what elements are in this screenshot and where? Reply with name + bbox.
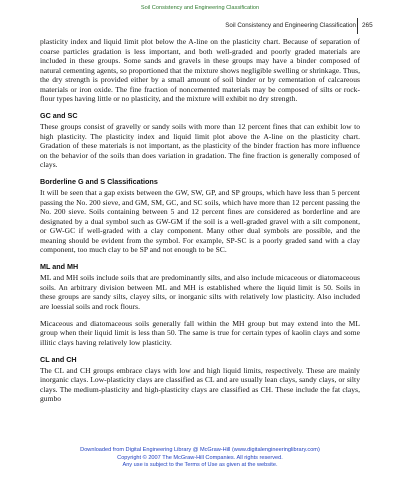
footer-copyright: Copyright © 2007 The McGraw-Hill Companies. All rights reserved.	[117, 454, 283, 461]
section-heading-borderline: Borderline G and S Classifications	[40, 177, 158, 186]
paragraph-ml-mh-2: Micaceous and diatomaceous soils generally fall within the MH group but may extend into the ML group when their liquid limit is less than 50. The same is true for certain types of kaolin clays and some illitic clays having relatively low plasticity.	[40, 318, 360, 347]
header-divider	[357, 18, 358, 34]
intro-paragraph: plasticity index and liquid limit plot below the A-line on the plasticity chart. Because of separation of coarse particles gradation is less important, and both well-graded and poorly graded materials are included in these groups. Some sands and gravels in these groups may have a binder composed of natural cementing agents, so proportioned that the mixture shows negligible swelling or shrinkage. Thus, the dry strength is provided either by a small amount of soil binder or by cementation of calcareous materials or iron oxide. The fine fraction of noncemented materials may be composed of silts or rock-flour types having little or no plasticity, and the mixture will exhibit no dry strength.	[40, 37, 360, 103]
paragraph-ml-mh-1: ML and MH soils include soils that are predominantly silts, and also include micaceous or diatomaceous soils. An arbitrary division between ML and MH is established where the liquid limit is 50. Soils in these groups are sandy silts, clayey silts, or inorganic silts with relatively low plasticity. Also included are loessial soils and rock flours.	[40, 273, 360, 311]
section-heading-gc-sc: GC and SC	[40, 111, 78, 120]
running-head: Soil Consistency and Engineering Classification	[225, 22, 356, 29]
section-heading-cl-ch: CL and CH	[40, 354, 77, 364]
footer-terms-link[interactable]: Any use is subject to the Terms of Use as given at the website.	[122, 462, 278, 468]
footer-download-link[interactable]: Downloaded from Digital Engineering Library @ McGraw-Hill (www.digitalengineeringlibrary.com)	[80, 447, 320, 453]
top-chapter-link[interactable]: Soil Consistency and Engineering Classification	[140, 5, 260, 11]
text-column	[40, 37, 360, 411]
section-heading-ml-mh: ML and MH	[40, 262, 79, 271]
page-number: 265	[362, 22, 373, 29]
paragraph-gc-sc: These groups consist of gravelly or sandy soils with more than 12 percent fines that can exhibit low to high plasticity. The plasticity index and liquid limit plot above the A-line on the plasticity chart. Gradation of these materials is not important, as the plasticity of the binder fraction has more influence on the behavior of the soils than does variation in gradation. The fine fraction is generally composed of clays.	[40, 122, 360, 169]
footer	[0, 447, 400, 470]
paragraph-borderline: It will be seen that a gap exists between the GW, SW, GP, and SP groups, which have less than 5 percent passing the No. 200 sieve, and GM, SM, GC, and SC soils, which have more than 12 percent passing the No. 200 sieve. Soils containing between 5 and 12 percent fines are considered as borderline and are designated by a dual symbol such as GW-GM if the soil is a well-graded gravel with a silt component, or GW-GC if well-graded with a clay component. Many other dual symbols are possible, and the meaning should be evident from the symbol. For example, SP-SC is a poorly graded sand with a clay component, too much clay to be SP and not enough to be SC.	[40, 188, 360, 254]
paragraph-cl-ch: The CL and CH groups embrace clays with low and high liquid limits, respectively. These are mainly inorganic clays. Low-plasticity clays are classified as CL and are usually lean clays, sandy clays, or silty clays. The medium-plasticity and high-plasticity clays are classified as CH. These include the fat clays, gumbo	[40, 365, 360, 403]
